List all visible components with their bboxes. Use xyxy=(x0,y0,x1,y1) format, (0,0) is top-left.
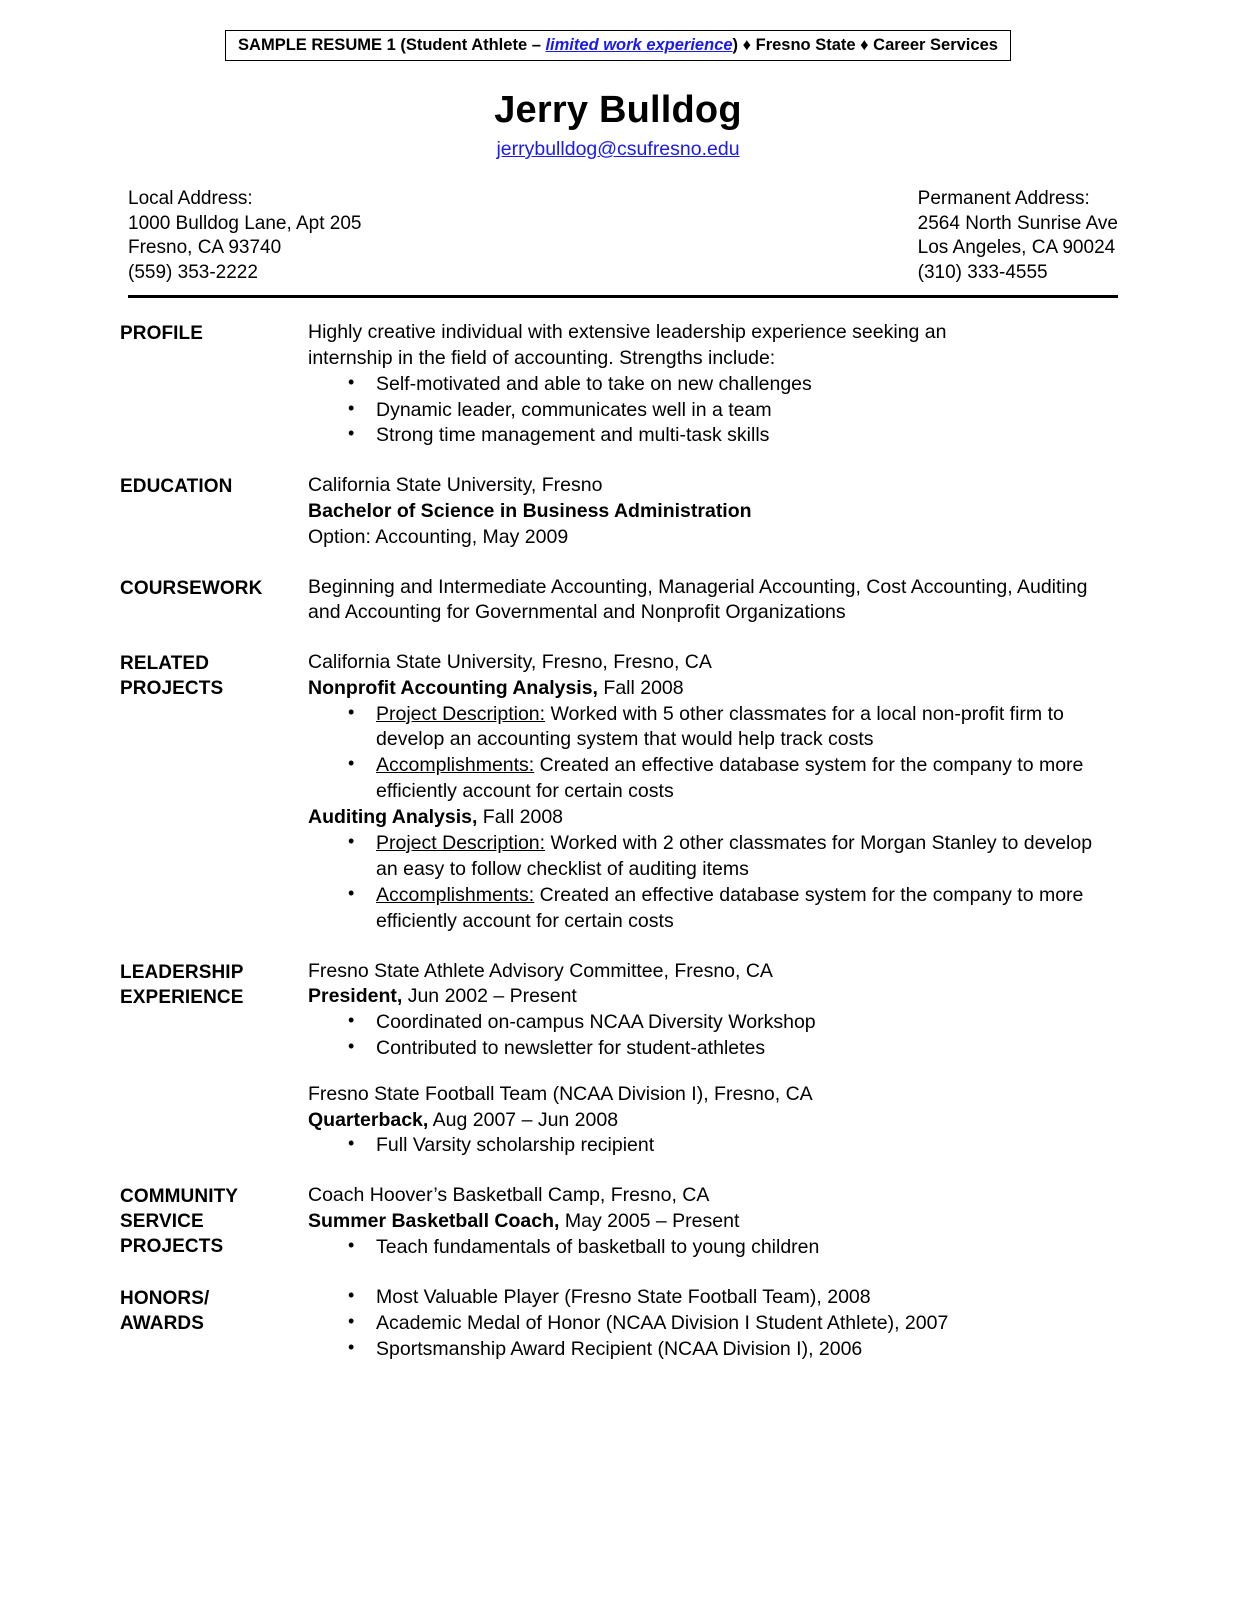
bullet-lead: Accomplishments: xyxy=(376,883,535,906)
entry2-title-bold: Quarterback, xyxy=(308,1108,429,1131)
bullet-lead: Project Description: xyxy=(376,702,546,725)
section-content-related-projects xyxy=(308,650,1118,935)
section-content-honors-awards xyxy=(308,1285,1118,1363)
leadership-entry1-title xyxy=(308,984,1118,1010)
project1-bullet-list xyxy=(308,702,1118,806)
local-address-line2: Fresno, CA 93740 xyxy=(128,237,282,259)
list-item: • Teach fundamentals of basketball to young children xyxy=(308,1235,1118,1261)
leadership-entry1-org: Fresno State Athlete Advisory Committee, Fresno, CA xyxy=(308,959,773,982)
local-address-line1: 1000 Bulldog Lane, Apt 205 xyxy=(128,212,362,234)
permanent-address-phone: (310) 333-4555 xyxy=(917,261,1048,283)
banner-container xyxy=(0,0,1236,61)
section-label-line2: EXPERIENCE xyxy=(120,986,244,1008)
section-label-coursework: COURSEWORK xyxy=(120,577,263,599)
community-bullet-list xyxy=(308,1235,1118,1261)
section-label-line1: LEADERSHIP xyxy=(120,961,244,983)
section-label-community-service-projects xyxy=(120,1183,308,1259)
list-item: • Most Valuable Player (Fresno State Football Team), 2008 xyxy=(308,1285,1118,1311)
section-content-education xyxy=(308,473,1118,550)
community-title-rest: May 2005 – Present xyxy=(559,1210,740,1233)
section-content-leadership-experience xyxy=(308,959,1118,1160)
section-education xyxy=(120,473,1118,550)
candidate-name: Jerry Bulldog xyxy=(494,89,742,132)
education-school: California State University, Fresno xyxy=(308,474,603,497)
community-title xyxy=(308,1209,1118,1235)
section-label-profile: PROFILE xyxy=(120,323,204,345)
candidate-email-link[interactable]: jerrybulldog@csufresno.edu xyxy=(496,138,740,161)
section-label-honors-awards xyxy=(120,1285,308,1336)
section-label-line2: AWARDS xyxy=(120,1312,204,1334)
local-address-title: Local Address: xyxy=(128,188,253,210)
header-divider xyxy=(128,295,1118,298)
community-title-bold: Summer Basketball Coach, xyxy=(308,1210,560,1233)
sample-resume-banner xyxy=(225,30,1011,61)
project2-title-rest: Fall 2008 xyxy=(477,806,564,829)
banner-link[interactable]: limited work experience xyxy=(545,36,733,54)
section-label-education: EDUCATION xyxy=(120,476,233,498)
bullet-lead: Project Description: xyxy=(376,831,546,854)
entry-gap xyxy=(308,1062,1118,1082)
section-content-coursework xyxy=(308,575,1118,626)
education-option: Option: Accounting, May 2009 xyxy=(308,525,569,548)
related-projects-org: California State University, Fresno, Fresno, CA xyxy=(308,651,712,674)
bullet-lead: Accomplishments: xyxy=(376,754,535,777)
list-item: • Full Varsity scholarship recipient xyxy=(308,1133,1118,1159)
bullet-text: Worked with 2 other classmates for Morgan Stanley to develop an easy to follow checklist of auditing items xyxy=(376,831,1093,880)
project2-title-bold: Auditing Analysis, xyxy=(308,806,478,829)
bullet-text: Created an effective database system for the company to more efficiently account for certain costs xyxy=(376,883,1084,932)
local-address-phone: (559) 353-2222 xyxy=(128,261,258,283)
list-item xyxy=(308,831,1118,883)
profile-intro-line2: internship in the field of accounting. Strengths include: xyxy=(308,346,776,369)
list-item: • Strong time management and multi-task skills xyxy=(308,423,1118,449)
banner-suffix: ) ♦ Fresno State ♦ Career Services xyxy=(732,36,998,54)
section-profile xyxy=(120,320,1118,449)
section-label-line3: PROJECTS xyxy=(120,1236,224,1258)
leadership-entry2-bullet-list xyxy=(308,1133,1118,1159)
profile-bullet-list xyxy=(308,372,1118,450)
local-address xyxy=(128,187,361,285)
section-label-related-projects xyxy=(120,650,308,701)
list-item xyxy=(308,753,1118,805)
section-content-profile xyxy=(308,320,1118,449)
profile-intro-line1: Highly creative individual with extensive leadership experience seeking an xyxy=(308,321,947,344)
list-item: • Self-motivated and able to take on new challenges xyxy=(308,372,1118,398)
section-content-community-service-projects xyxy=(308,1183,1118,1260)
section-leadership-experience xyxy=(120,959,1118,1160)
permanent-address-line1: 2564 North Sunrise Ave xyxy=(917,212,1118,234)
permanent-address-line2: Los Angeles, CA 90024 xyxy=(917,237,1116,259)
bullet-text: Worked with 5 other classmates for a local non-profit firm to develop an accounting system that would help track costs xyxy=(376,702,1064,751)
section-community-service-projects xyxy=(120,1183,1118,1260)
section-label-line1: HONORS/ xyxy=(120,1287,210,1309)
entry2-title-rest: Aug 2007 – Jun 2008 xyxy=(428,1108,619,1131)
leadership-entry2-title xyxy=(308,1108,1118,1134)
project1-title-bold: Nonprofit Accounting Analysis, xyxy=(308,676,598,699)
education-degree: Bachelor of Science in Business Administration xyxy=(308,500,752,523)
permanent-address xyxy=(918,187,1118,285)
community-org: Coach Hoover’s Basketball Camp, Fresno, CA xyxy=(308,1184,710,1207)
project2-bullet-list xyxy=(308,831,1118,935)
list-item: • Dynamic leader, communicates well in a team xyxy=(308,398,1118,424)
banner-prefix: SAMPLE RESUME 1 (Student Athlete – xyxy=(238,36,546,54)
list-item: • Academic Medal of Honor (NCAA Division I Student Athlete), 2007 xyxy=(308,1311,1118,1337)
section-label-line2: PROJECTS xyxy=(120,678,224,700)
section-label-leadership-experience xyxy=(120,959,308,1010)
project1-title-rest: Fall 2008 xyxy=(597,676,684,699)
coursework-text: Beginning and Intermediate Accounting, Managerial Accounting, Cost Accounting, Auditing and Accounting for Governmental and Nonprofit Organizations xyxy=(308,575,1088,624)
address-block xyxy=(128,187,1118,285)
entry1-title-bold: President, xyxy=(308,985,403,1008)
project1-title xyxy=(308,676,1118,702)
permanent-address-title: Permanent Address: xyxy=(917,188,1090,210)
section-label-line1: COMMUNITY xyxy=(120,1186,239,1208)
section-coursework xyxy=(120,575,1118,626)
honors-bullet-list xyxy=(308,1285,1118,1363)
section-label-line2: SERVICE xyxy=(120,1211,204,1233)
project2-title xyxy=(308,805,1118,831)
leadership-entry2-org: Fresno State Football Team (NCAA Division I), Fresno, CA xyxy=(308,1082,813,1105)
resume-body xyxy=(120,320,1118,1362)
bullet-text: Created an effective database system for the company to more efficiently account for certain costs xyxy=(376,754,1084,803)
list-item xyxy=(308,702,1118,754)
list-item xyxy=(308,883,1118,935)
list-item: • Sportsmanship Award Recipient (NCAA Division I), 2006 xyxy=(308,1337,1118,1363)
section-honors-awards xyxy=(120,1285,1118,1363)
list-item: • Contributed to newsletter for student-athletes xyxy=(308,1036,1118,1062)
section-related-projects xyxy=(120,650,1118,935)
section-label-line1: RELATED xyxy=(120,653,210,675)
entry1-title-rest: Jun 2002 – Present xyxy=(402,985,577,1008)
leadership-entry1-bullet-list xyxy=(308,1010,1118,1062)
list-item: • Coordinated on-campus NCAA Diversity Workshop xyxy=(308,1010,1118,1036)
